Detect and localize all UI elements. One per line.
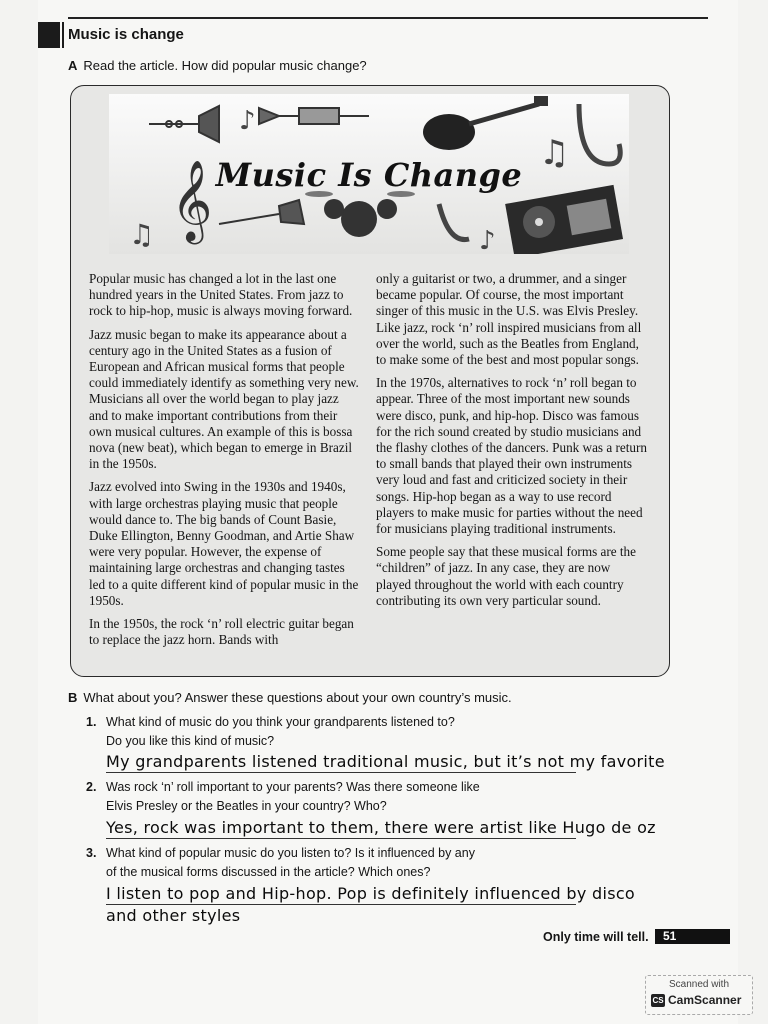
part-b-letter: B — [68, 690, 78, 705]
part-a-letter: A — [68, 58, 78, 73]
handwritten-answer[interactable]: and other styles — [106, 906, 241, 925]
question-number: 3. — [86, 846, 97, 860]
turntable-icon — [505, 185, 623, 254]
trumpet-icon — [219, 200, 304, 224]
article-paragraph: only a guitarist or two, a drummer, and a singer became popular. Of course, the most important singer of this music in the U.S. was Elvis Presley. Like jazz, rock ‘n’ roll inspired musicians from all over the world, such as the Beatles from England, to make some of the best and most popular songs. — [376, 271, 642, 368]
article-title: Music Is Change — [215, 156, 523, 194]
section-marker — [38, 22, 60, 48]
treble-clef-icon: 𝄞 — [171, 159, 213, 241]
question-text: Elvis Presley or the Beatles in your country? Who? — [106, 799, 387, 813]
article-box — [70, 85, 670, 677]
section-bar — [62, 22, 64, 48]
guitar-icon — [423, 96, 548, 150]
part-a-instruction — [68, 58, 367, 73]
section-title: Music is change — [68, 26, 184, 43]
question-text: Do you like this kind of music? — [106, 734, 275, 748]
article-paragraph: Some people say that these musical forms are the “children” of jazz. In any case, they are now played throughout the world with each country contributing its own very particular sound. — [376, 544, 637, 608]
page-number: 51 — [655, 929, 730, 944]
question-number: 2. — [86, 780, 97, 794]
question-2 — [86, 778, 480, 816]
question-text: Was rock ‘n’ roll important to your parents? Was there someone like — [106, 780, 480, 794]
footer-text: Only time will tell. — [543, 930, 649, 944]
question-text: of the musical forms discussed in the article? Which ones? — [106, 865, 431, 879]
article-banner — [109, 94, 629, 254]
textbook-page — [38, 0, 738, 1024]
top-rule — [68, 17, 708, 19]
music-note-icon: ♪ — [239, 106, 256, 136]
camscanner-logo-icon: CS — [652, 996, 664, 1005]
question-text: What kind of popular music do you listen to? Is it influenced by any — [106, 846, 475, 860]
article-paragraph: In the 1950s, the rock ‘n’ roll electric guitar began to replace the jazz horn. Bands with — [89, 616, 354, 648]
question-text: What kind of music do you think your grandparents listened to? — [106, 715, 455, 729]
article-paragraph: In the 1970s, alternatives to rock ‘n’ roll began to appear. Three of the most important new sounds were disco, punk, and hip-hop. Disco was famous for the rich sound created by studio musicians and the flashy clothes of the dancers. Punk was a return to small bands that played their own instruments very loud and fast and criticized society in their songs. Hip-hop began as a way to use record players to make music for parties without the need for musicians playing traditional instruments. — [376, 375, 647, 537]
answer-line — [106, 904, 576, 905]
article-paragraph: Jazz evolved into Swing in the 1930s and 1940s, with large orchestras playing music that people would dance to. The big bands of Count Basie, Duke Ellington, Benny Goodman, and Artie Shaw were very popular. However, the expense of maintaining large orchestras and changing tastes led to a quite different kind of popular music in the 1950s. — [89, 479, 359, 608]
handwritten-answer[interactable]: I listen to pop and Hip-hop. Pop is definitely influenced by disco — [106, 884, 636, 903]
trumpet-icon — [259, 108, 369, 124]
answer-line — [106, 772, 576, 773]
article-right-column — [376, 271, 648, 616]
saxophone-icon — [579, 104, 620, 164]
question-number: 1. — [86, 715, 97, 729]
music-note-icon: ♫ — [129, 218, 155, 251]
music-note-icon: ♫ — [539, 133, 570, 173]
part-b-text: What about you? Answer these questions about your own country’s music. — [83, 690, 512, 705]
article-paragraph: Popular music has changed a lot in the last one hundred years in the United States. From jazz to rock to hip-hop, music is always moving forward. — [89, 271, 353, 319]
article-paragraph: Jazz music began to make its appearance about a century ago in the United States as a fusion of European and African musical forms that people could immediately identify as something very new. Musicians all over the world began to play jazz and to make important contributions from their own musical cultures. An example of this is bossa nova (new beat), which began to emerge in Brazil in the 1950s. — [89, 326, 359, 472]
saxophone-icon — [439, 204, 469, 240]
trumpet-icon — [149, 106, 219, 142]
drum-kit-icon — [305, 191, 415, 237]
answer-line — [106, 838, 576, 839]
music-note-icon: ♪ — [479, 226, 496, 254]
stamp-caption: Scanned with — [668, 979, 730, 990]
part-a-text: Read the article. How did popular music change? — [83, 58, 367, 73]
question-1 — [86, 713, 455, 751]
scanner-stamp — [645, 975, 753, 1015]
question-3 — [86, 844, 475, 882]
handwritten-answer[interactable]: My grandparents listened traditional music, but it’s not my favorite — [106, 752, 665, 771]
handwritten-answer[interactable]: Yes, rock was important to them, there were artist like Hugo de oz — [106, 818, 656, 837]
stamp-brand: CamScanner — [668, 993, 742, 1007]
part-b-instruction — [68, 690, 512, 705]
article-left-column — [89, 271, 361, 655]
